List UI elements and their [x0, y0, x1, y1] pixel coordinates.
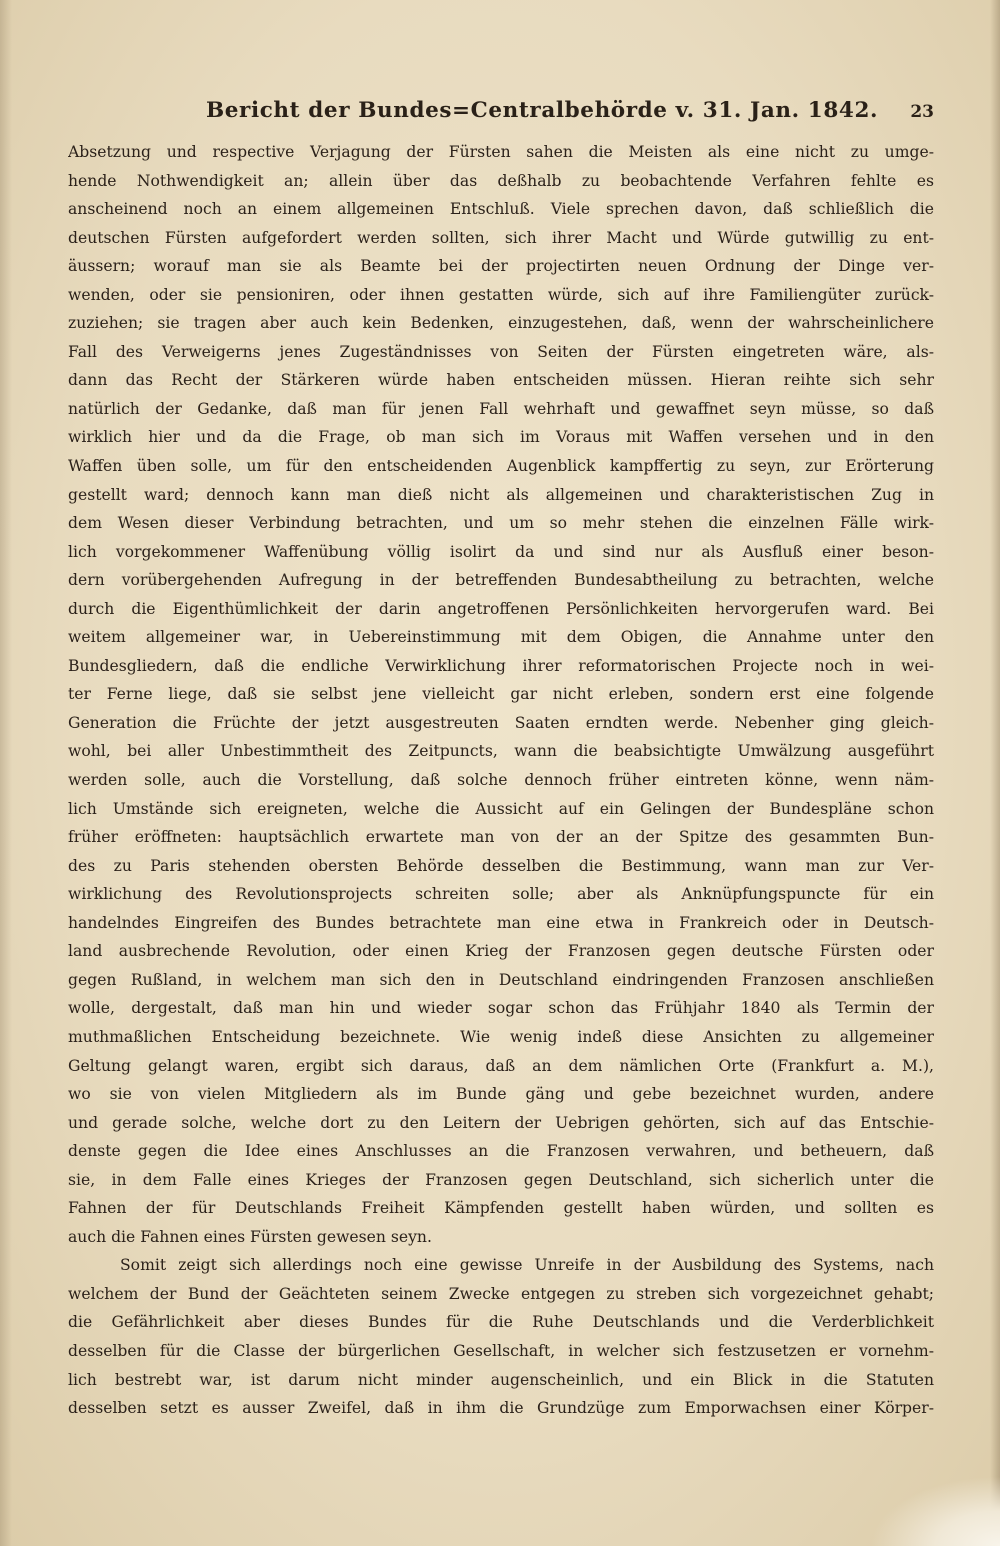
paragraph-end-line: auch die Fahnen eines Fürsten gewesen seyn.: [68, 1227, 432, 1246]
page-header: [66, 92, 934, 128]
paragraph-start-line: Somit zeigt sich allerdings noch eine gewisse Unreife in der Ausbildung des Systems, nach: [120, 1256, 934, 1275]
text-line: Absetzung und respective Verjagung der Fürsten sahen die Meisten als eine nicht zu umge-: [68, 143, 934, 161]
text-line: Waffen üben solle, um für den entscheidenden Augenblick kampffertig zu seyn, zur Erörterung: [68, 457, 934, 476]
running-head: Bericht der Bundes=Centralbehörde v. 31. Jan. 1842.: [206, 98, 879, 123]
text-line: Bundesgliedern, daß die endliche Verwirklichung ihrer reformatorischen Projecte noch in wei-: [68, 656, 934, 675]
text-line: land ausbrechende Revolution, oder einen Krieg der Franzosen gegen deutsche Fürsten oder: [68, 942, 934, 961]
text-line: anscheinend noch an einem allgemeinen Entschluß. Viele sprechen davon, daß schließlich die: [68, 200, 934, 219]
text-line: und gerade solche, welche dort zu den Leitern der Uebrigen gehörten, sich auf das Entschie-: [68, 1113, 934, 1132]
text-line: durch die Eigenthümlichkeit der darin angetroffenen Persönlichkeiten hervorgerufen ward. Bei: [68, 599, 934, 618]
text-line: gestellt ward; dennoch kann man dieß nicht als allgemeinen und charakteristischen Zug in: [68, 485, 934, 504]
text-line: dann das Recht der Stärkeren würde haben entscheiden müssen. Hieran reihte sich sehr: [68, 371, 934, 390]
text-line: des zu Paris stehenden obersten Behörde desselben die Bestimmung, wann man zur Ver-: [68, 856, 934, 875]
text-line: natürlich der Gedanke, daß man für jenen Fall wehrhaft und gewaffnet seyn müsse, so daß: [68, 399, 934, 418]
text-line: wohl, bei aller Unbestimmtheit des Zeitpuncts, wann die beabsichtigte Umwälzung ausgeführt: [68, 742, 934, 761]
text-line: Fall des Verweigerns jenes Zugeständnisses von Seiten der Fürsten eingetreten wäre, als-: [68, 342, 934, 361]
text-line: desselben setzt es ausser Zweifel, daß in ihm die Grundzüge zum Emporwachsen einer Körper-: [68, 1399, 934, 1418]
text-line: früher eröffneten: hauptsächlich erwartete man von der an der Spitze des gesammten Bun-: [68, 828, 934, 847]
text-line: Fahnen der für Deutschlands Freiheit Kämpfenden gestellt haben würden, und sollten es: [68, 1199, 934, 1218]
page-number: 23: [910, 102, 934, 122]
text-line: deutschen Fürsten aufgefordert werden sollten, sich ihrer Macht und Würde gutwillig zu ent-: [68, 228, 934, 247]
text-line: desselben für die Classe der bürgerlichen Gesellschaft, in welcher sich festzusetzen er vornehm-: [68, 1341, 934, 1360]
text-line: werden solle, auch die Vorstellung, daß solche dennoch früher eintreten könne, wenn näm-: [68, 771, 934, 790]
page-edge-shadow-left: [0, 0, 12, 1546]
text-line: lich Umstände sich ereigneten, welche die Aussicht auf ein Gelingen der Bundespläne schon: [68, 799, 934, 818]
text-line: weitem allgemeiner war, in Uebereinstimmung mit dem Obigen, die Annahme unter den: [68, 628, 934, 647]
text-line: zuziehen; sie tragen aber auch kein Bedenken, einzugestehen, daß, wenn der wahrscheinlichere: [68, 314, 934, 333]
text-line: ter Ferne liege, daß sie selbst jene vielleicht gar nicht erleben, sondern erst eine folgende: [68, 685, 934, 704]
text-line: denste gegen die Idee eines Anschlusses an die Franzosen verwahren, und betheuern, daß: [68, 1142, 934, 1161]
text-line: wo sie von vielen Mitgliedern als im Bunde gäng und gebe bezeichnet wurden, andere: [68, 1085, 934, 1104]
text-line: äussern; worauf man sie als Beamte bei der projectirten neuen Ordnung der Dinge ver-: [68, 257, 934, 276]
body-text: [68, 138, 934, 1423]
text-line: handelndes Eingreifen des Bundes betrachtete man eine etwa in Frankreich oder in Deutsch-: [68, 913, 934, 932]
text-line: die Gefährlichkeit aber dieses Bundes für die Ruhe Deutschlands und die Verderblichkeit: [68, 1313, 934, 1332]
text-line: hende Nothwendigkeit an; allein über das deßhalb zu beobachtende Verfahren fehlte es: [68, 171, 934, 190]
page-edge-shadow-right: [990, 0, 1000, 1546]
text-line: dern vorübergehenden Aufregung in der betreffenden Bundesabtheilung zu betrachten, welche: [68, 571, 934, 590]
text-line: lich bestrebt war, ist darum nicht minder augenscheinlich, und ein Blick in die Statuten: [68, 1370, 934, 1389]
text-line: muthmaßlichen Entscheidung bezeichnete. Wie wenig indeß diese Ansichten zu allgemeiner: [68, 1027, 934, 1046]
text-line: wirklich hier und da die Frage, ob man sich im Voraus mit Waffen versehen und in den: [68, 428, 934, 447]
text-line: Generation die Früchte der jetzt ausgestreuten Saaten erndten werde. Nebenher ging gleich-: [68, 713, 934, 732]
text-line: lich vorgekommener Waffenübung völlig isolirt da und sind nur als Ausfluß einer beson-: [68, 542, 934, 561]
text-line: welchem der Bund der Geächteten seinem Zwecke entgegen zu streben sich vorgezeichnet gehabt;: [68, 1284, 934, 1303]
text-line: sie, in dem Falle eines Krieges der Franzosen gegen Deutschland, sich sicherlich unter die: [68, 1170, 934, 1189]
text-line: wenden, oder sie pensioniren, oder ihnen gestatten würde, sich auf ihre Familiengüter zurück-: [68, 285, 934, 304]
text-line: gegen Rußland, in welchem man sich den in Deutschland eindringenden Franzosen anschließen: [68, 970, 934, 989]
text-line: wirklichung des Revolutionsprojects schreiten solle; aber als Anknüpfungspuncte für ein: [68, 885, 934, 904]
text-line: Geltung gelangt waren, ergibt sich daraus, daß an dem nämlichen Orte (Frankfurt a. M.),: [68, 1056, 934, 1075]
text-line: dem Wesen dieser Verbindung betrachten, und um so mehr stehen die einzelnen Fälle wirk-: [68, 514, 934, 533]
page-corner-curl: [870, 1476, 1000, 1546]
text-line: wolle, dergestalt, daß man hin und wieder sogar schon das Frühjahr 1840 als Termin der: [68, 999, 934, 1018]
